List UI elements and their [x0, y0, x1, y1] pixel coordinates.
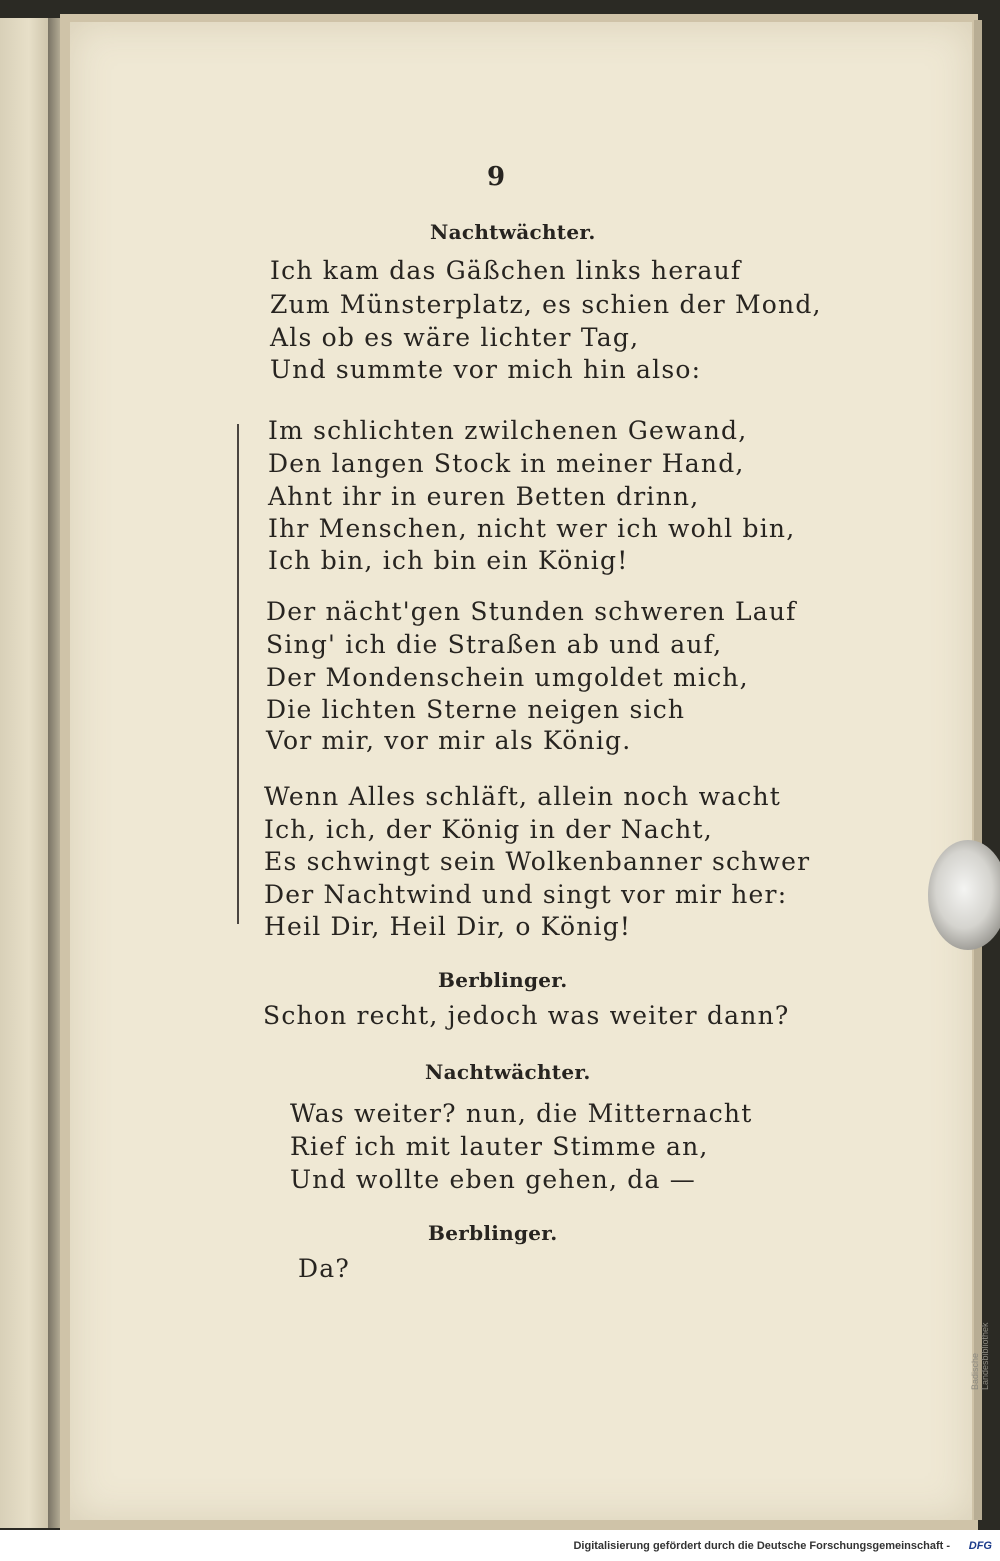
verse-line: Heil Dir, Heil Dir, o König!: [264, 912, 632, 941]
speaker-heading: Berblinger.: [428, 1221, 558, 1245]
verse-line: Ich bin, ich bin ein König!: [268, 546, 629, 575]
page-number: 9: [487, 162, 506, 192]
song-bracket-line: [237, 424, 239, 924]
funding-notice: Digitalisierung gefördert durch die Deutsche Forschungsgemeinschaft -: [573, 1540, 950, 1552]
speaker-heading: Berblinger.: [438, 968, 568, 992]
verse-line: Rief ich mit lauter Stimme an,: [290, 1132, 709, 1161]
verse-line: Ihr Menschen, nicht wer ich wohl bin,: [268, 514, 796, 543]
library-watermark: Badische Landesbibliothek: [970, 1322, 990, 1390]
verse-line: Als ob es wäre lichter Tag,: [270, 323, 640, 352]
verse-line: Und wollte eben gehen, da —: [290, 1165, 696, 1194]
book-page: [70, 22, 972, 1520]
verse-line: Schon recht, jedoch was weiter dann?: [263, 1001, 790, 1030]
verse-line: Sing' ich die Straßen ab und auf,: [266, 630, 723, 659]
verse-line: Wenn Alles schläft, allein noch wacht: [264, 782, 782, 811]
verse-line: Vor mir, vor mir als König.: [266, 726, 632, 755]
verse-line: Was weiter? nun, die Mitternacht: [290, 1099, 753, 1128]
verse-line: Den langen Stock in meiner Hand,: [268, 449, 745, 478]
verse-line: Im schlichten zwilchenen Gewand,: [268, 416, 748, 445]
scan-glare-spot: [928, 840, 1000, 950]
verse-line: Und summte vor mich hin also:: [270, 355, 702, 384]
verse-line: Ahnt ihr in euren Betten drinn,: [268, 482, 700, 511]
verse-line: Ich, ich, der König in der Nacht,: [264, 815, 713, 844]
page-edge-strip: [974, 20, 982, 1520]
speaker-heading: Nachtwächter.: [430, 220, 596, 244]
verse-line: Da?: [298, 1254, 350, 1283]
verse-line: Es schwingt sein Wolkenbanner schwer: [264, 847, 811, 876]
verse-line: Ich kam das Gäßchen links herauf: [270, 256, 742, 285]
dfg-logo-icon: DFG: [968, 1540, 992, 1552]
verse-line: Der Nachtwind und singt vor mir her:: [264, 880, 788, 909]
verse-line: Der Mondenschein umgoldet mich,: [266, 663, 749, 692]
verse-line: Zum Münsterplatz, es schien der Mond,: [270, 290, 822, 319]
verse-line: Der nächt'gen Stunden schweren Lauf: [266, 597, 797, 626]
previous-page-edge: [0, 18, 49, 1528]
verse-line: Die lichten Sterne neigen sich: [266, 695, 686, 724]
speaker-heading: Nachtwächter.: [425, 1060, 591, 1084]
